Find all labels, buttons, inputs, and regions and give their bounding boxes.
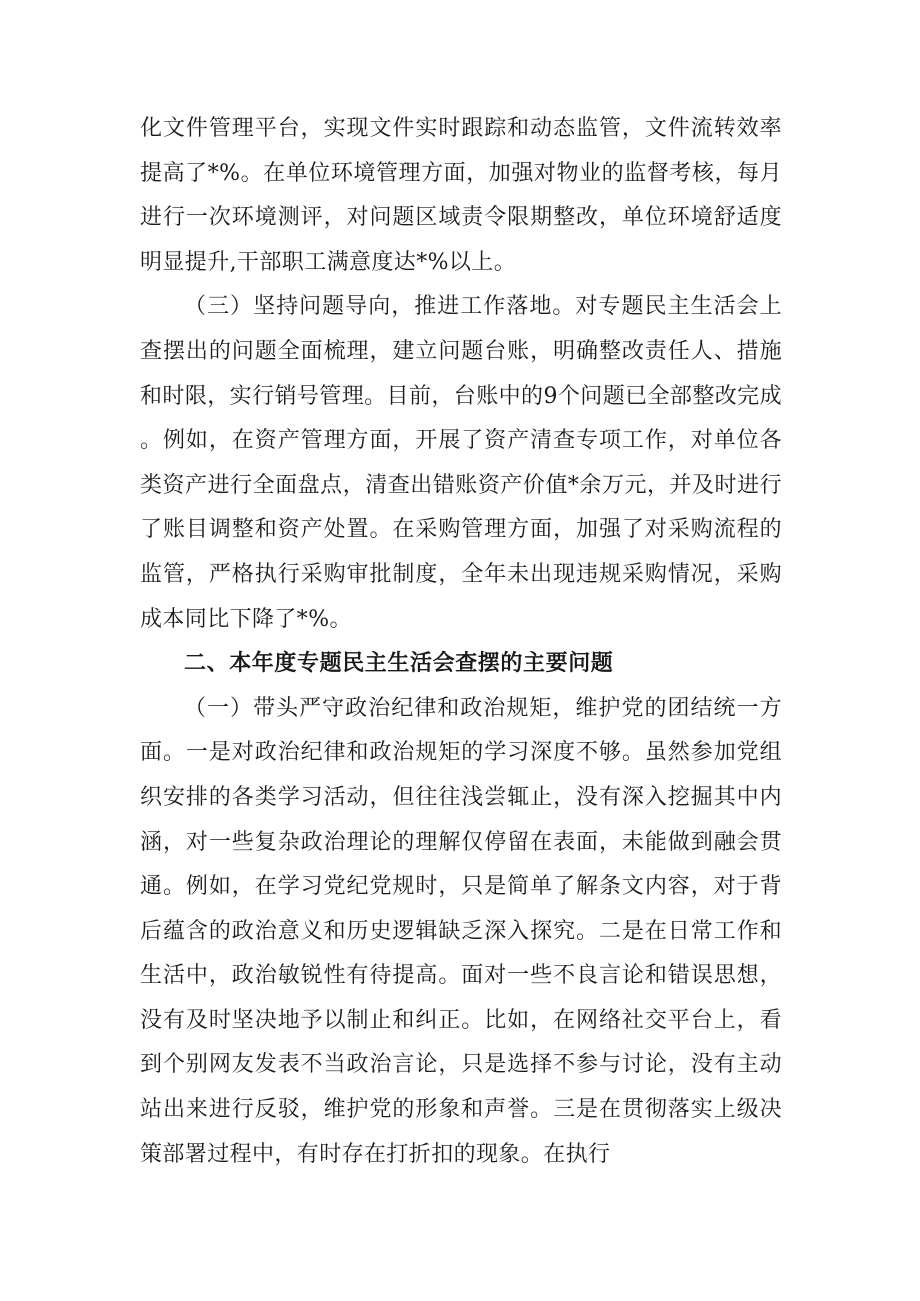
paragraph-continuation: 化文件管理平台，实现文件实时跟踪和动态监管，文件流转效率提高了*%。在单位环境管理方面，加强对物业的监督考核，每月进行一次环境测评，对问题区域责令限期整改，单位环境舒适度明显提升,干部职工满意度达*%以上。 [140,116,782,275]
paragraph-section-1-3: （三）坚持问题导向，推进工作落地。对专题民主生活会上查摆出的问题全面梳理，建立问题台账，明确整改责任人、措施和时限，实行销号管理。目前，台账中的9个问题已全部整改完成。例如，在资产管理方面，开展了资产清查专项工作，对单位各类资产进行全面盘点，清查出错账资产价值*余万元，并及时进行了账目调整和资产处置。在采购管理方面，加强了对采购流程的监管，严格执行采购审批制度，全年未出现违规采购情况，采购成本同比下降了*%。 [140,294,782,632]
section-heading-2: 二、本年度专题民主生活会查摆的主要问题 [184,651,614,677]
document-body [140,107,782,1177]
paragraph-section-2-1: （一）带头严守政治纪律和政治规矩，维护党的团结统一方面。一是对政治纪律和政治规矩的学习深度不够。虽然参加党组织安排的各类学习活动，但往往浅尝辄止，没有深入挖掘其中内涵，对一些复杂政治理论的理解仅停留在表面，未能做到融会贯通。例如，在学习党纪党规时，只是简单了解条文内容，对于背后蕴含的政治意义和历史逻辑缺乏深入探究。二是在日常工作和生活中，政治敏锐性有待提高。面对一些不良言论和错误思想，没有及时坚决地予以制止和纠正。比如，在网络社交平台上，看到个别网友发表不当政治言论，只是选择不参与讨论，没有主动站出来进行反驳，维护党的形象和声誉。三是在贯彻落实上级决策部署过程中，有时存在打折扣的现象。在执行 [140,695,782,1167]
